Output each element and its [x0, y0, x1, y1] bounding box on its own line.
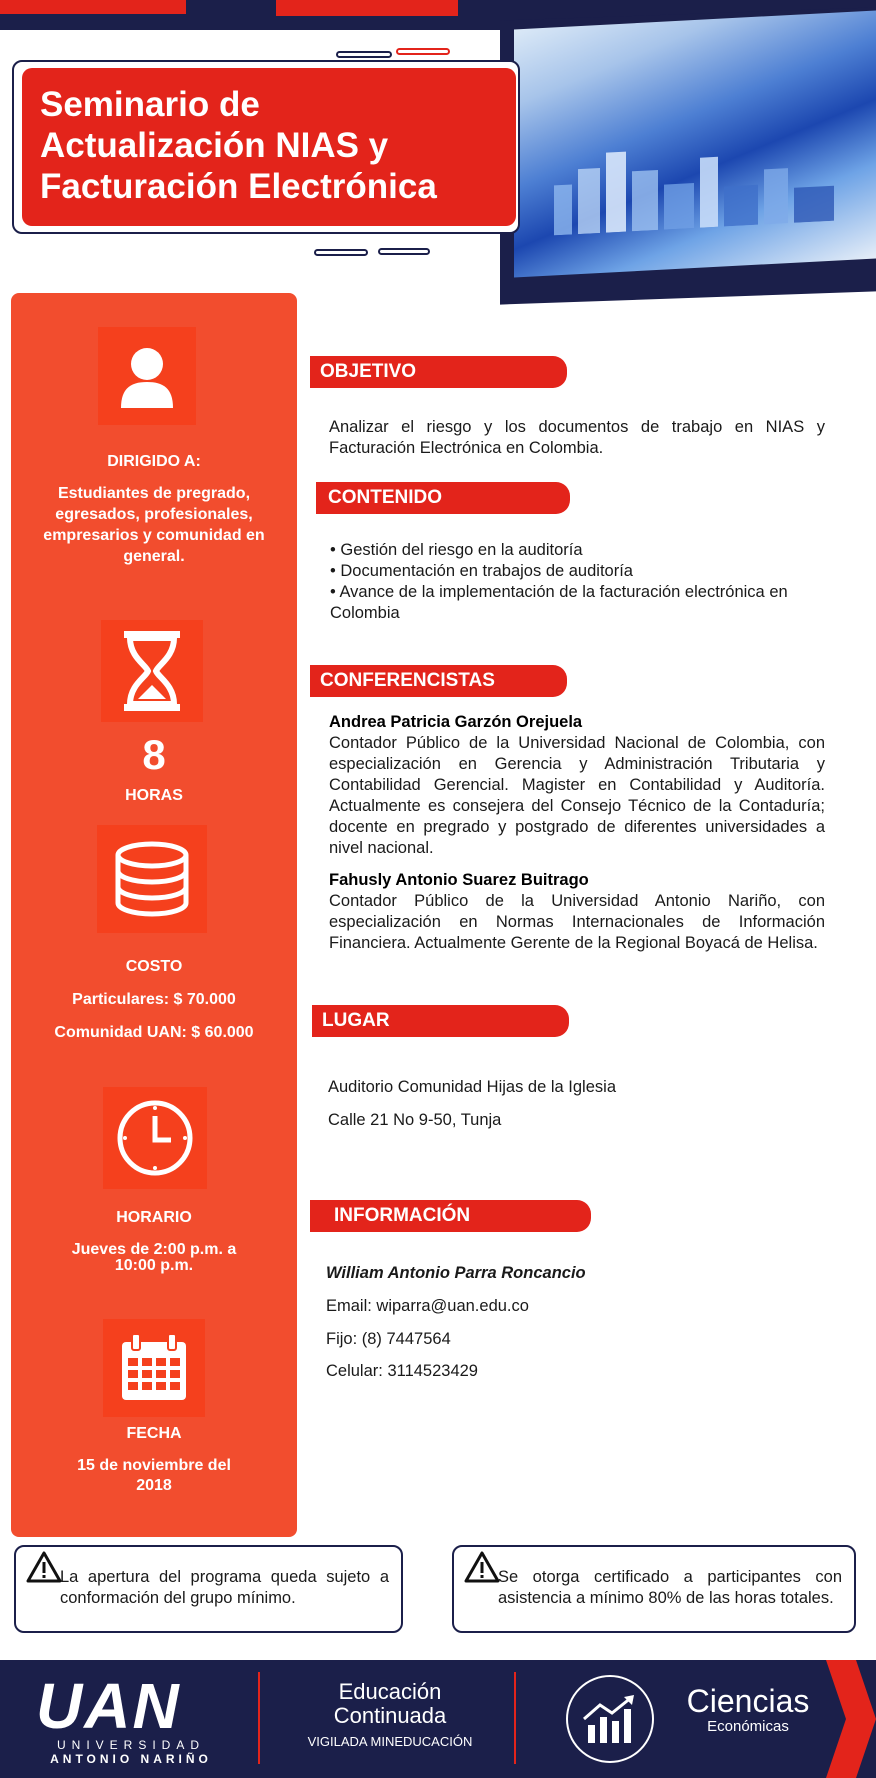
- speaker-block: [329, 870, 825, 954]
- dirigido-text: Estudiantes de pregrado, egresados, profesionales, empresarios y comunidad en general.: [43, 485, 265, 565]
- footer: [0, 1660, 876, 1778]
- horario-text: Jueves de 2:00 p.m. a 10:00 p.m.: [71, 1241, 237, 1274]
- note-minimum-group: [14, 1545, 403, 1633]
- hourglass-icon: [101, 620, 203, 722]
- list-item: • Documentación en trabajos de auditoría: [330, 562, 633, 580]
- faculty-line1: Ciencias: [686, 1683, 810, 1719]
- speaker-name: Andrea Patricia Garzón Orejuela: [329, 713, 583, 731]
- fecha-label: FECHA: [126, 1425, 182, 1442]
- note-text: La apertura del programa queda sujeto a conformación del grupo mínimo.: [60, 1568, 389, 1607]
- faculty-line2: Económicas: [707, 1718, 789, 1735]
- hours-label: HORAS: [125, 787, 183, 804]
- title-line: Seminario de: [40, 85, 260, 124]
- details-sidebar: [11, 293, 297, 1537]
- dirigido-label: DIRIGIDO A:: [107, 453, 201, 470]
- coins-stack-icon: [97, 825, 207, 933]
- lugar-heading: LUGAR: [312, 1005, 569, 1037]
- uan-logo: [36, 1670, 226, 1766]
- faculty-name: [678, 1684, 818, 1736]
- decor-pill: [336, 51, 392, 58]
- horario-label: HORARIO: [116, 1209, 192, 1226]
- list-item: • Gestión del riesgo en la auditoría: [330, 541, 583, 559]
- contact-email: Email: wiparra@uan.edu.co: [326, 1297, 529, 1315]
- hours-value: 8: [142, 731, 166, 778]
- hero-image: [514, 11, 876, 278]
- speaker-block: [329, 712, 825, 859]
- speaker-bio: Contador Público de la Universidad Nacional de Colombia, con especialización en Gerencia y Administración Tributaria y Contabilidad Gerencial. Magister en Contabilidad y Auditoría. Actualmente es consejera del Consejo Técnico de la Contaduría; docente en pregrado y postgrado de diferentes universidades a nivel nacional.: [329, 734, 825, 857]
- informacion-heading: INFORMACIÓN: [310, 1200, 591, 1232]
- calendar-icon: [103, 1319, 205, 1417]
- objetivo-text: Analizar el riesgo y los documentos de trabajo en NIAS y Facturación Electrónica en Colombia.: [329, 418, 825, 457]
- top-stripe-accent-left: [0, 0, 186, 14]
- educacion-continuada: [290, 1680, 490, 1749]
- chevron-right-icon: [816, 1660, 876, 1778]
- costo-label: COSTO: [125, 958, 183, 975]
- objetivo-heading: OBJETIVO: [310, 356, 567, 388]
- speaker-name: Fahusly Antonio Suarez Buitrago: [329, 871, 589, 889]
- chart-growth-icon: [566, 1675, 654, 1763]
- costo-comunidad: Comunidad UAN: $ 60.000: [54, 1024, 254, 1041]
- title-line: Facturación Electrónica: [40, 167, 437, 206]
- note-certificate: [452, 1545, 856, 1633]
- list-item: • Avance de la implementación de la facturación electrónica en Colombia: [330, 583, 788, 622]
- decor-pill: [396, 48, 450, 55]
- warning-icon: [464, 1551, 500, 1583]
- vigilada-text: VIGILADA MINEDUCACIÓN: [307, 1734, 473, 1749]
- uan-logo-sub2: ANTONIO NARIÑO: [50, 1752, 212, 1766]
- conferencistas-heading: CONFERENCISTAS: [310, 665, 567, 697]
- contact-name: William Antonio Parra Roncancio: [326, 1264, 586, 1282]
- edu-line2: Continuada: [333, 1703, 447, 1728]
- edu-line1: Educación: [338, 1679, 442, 1704]
- uan-logo-sub1: UNIVERSIDAD: [56, 1738, 205, 1752]
- contenido-heading: CONTENIDO: [316, 482, 570, 514]
- warning-icon: [26, 1551, 62, 1583]
- uan-logo-text: UAN: [36, 1670, 181, 1742]
- clock-icon: [103, 1087, 207, 1189]
- top-stripe-accent-center: [276, 0, 458, 16]
- city-coins-illustration: [544, 130, 844, 236]
- title-line: Actualización NIAS y: [40, 126, 389, 165]
- contact-mobile: Celular: 3114523429: [326, 1362, 478, 1380]
- footer-divider: [514, 1672, 516, 1764]
- speaker-bio: Contador Público de la Universidad Antonio Nariño, con especialización en Normas Internacionales de Información Financiera. Actualmente Gerente de la Regional Boyacá de Helisa.: [329, 892, 825, 952]
- costo-particulares: Particulares: $ 70.000: [72, 991, 236, 1008]
- person-icon: [98, 327, 196, 425]
- lugar-line2: Calle 21 No 9-50, Tunja: [328, 1111, 502, 1129]
- contact-phone: Fijo: (8) 7447564: [326, 1330, 451, 1348]
- lugar-line1: Auditorio Comunidad Hijas de la Iglesia: [328, 1078, 616, 1096]
- note-text: Se otorga certificado a participantes con asistencia a mínimo 80% de las horas totales.: [498, 1568, 842, 1607]
- fecha-text: 15 de noviembre del 2018: [77, 1457, 231, 1494]
- page-title: [22, 68, 516, 226]
- footer-divider: [258, 1672, 260, 1764]
- contenido-list: [330, 540, 830, 624]
- decor-pill: [314, 249, 368, 256]
- decor-pill: [378, 248, 430, 255]
